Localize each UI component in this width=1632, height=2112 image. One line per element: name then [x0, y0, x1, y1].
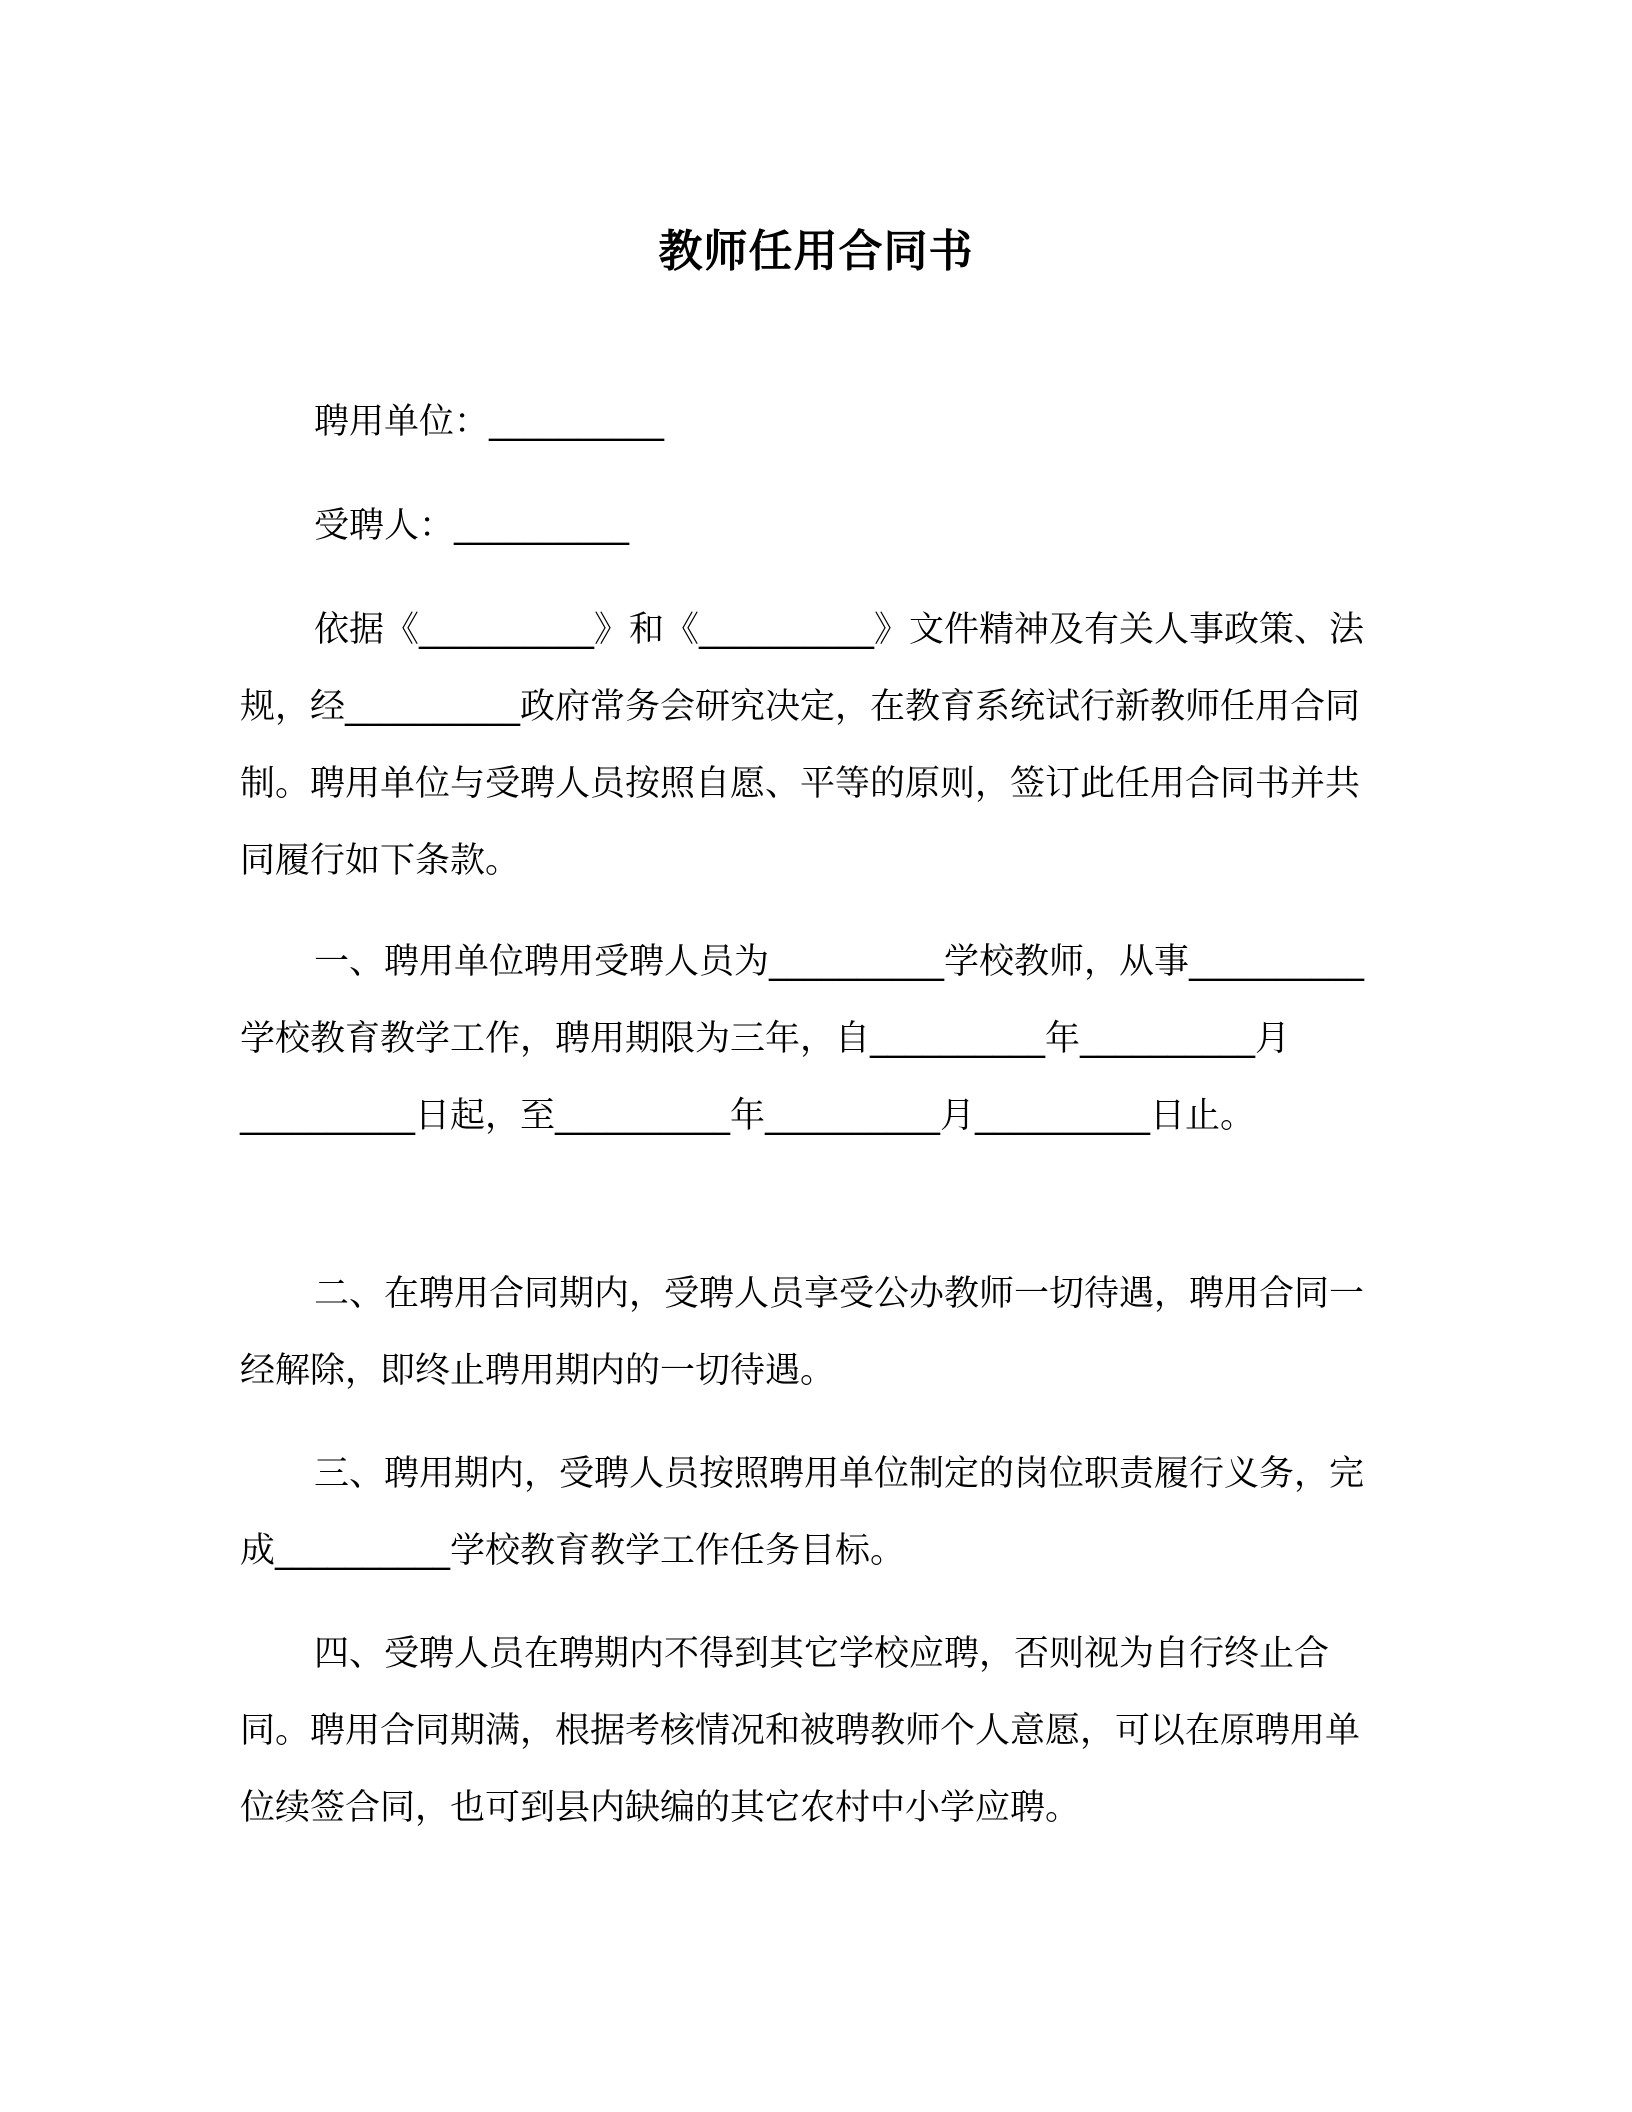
clause-2-paragraph: 二、在聘用合同期内，受聘人员享受公办教师一切待遇，聘用合同一经解除，即终止聘用期内的一切待遇。	[240, 1274, 1365, 1391]
clause-3-paragraph: 三、聘用期内，受聘人员按照聘用单位制定的岗位职责履行义务，完成__________学校教育教学工作任务目标。	[240, 1454, 1365, 1571]
document-title: 教师任用合同书	[658, 226, 974, 277]
clause-4-paragraph: 四、受聘人员在聘期内不得到其它学校应聘，否则视为自行终止合同。聘用合同期满，根据考核情况和被聘教师个人意愿，可以在原聘用单位续签合同，也可到县内缺编的其它农村中小学应聘。	[240, 1634, 1361, 1828]
employee-field: 受聘人：__________	[314, 506, 630, 546]
preamble-paragraph: 依据《__________》和《__________》文件精神及有关人事政策、法规，经__________政府常务会研究决定，在教育系统试行新教师任用合同制。聘用单位与受聘人员按照自愿、平等的原则，签订此任用合同书并共同履行如下条款。	[240, 610, 1365, 881]
employer-field: 聘用单位：__________	[314, 402, 665, 442]
clause-1-paragraph: 一、聘用单位聘用受聘人员为__________学校教师，从事__________学校教育教学工作，聘用期限为三年，自__________年__________月__________日起，至__________年__________月__________日止。	[240, 942, 1365, 1136]
